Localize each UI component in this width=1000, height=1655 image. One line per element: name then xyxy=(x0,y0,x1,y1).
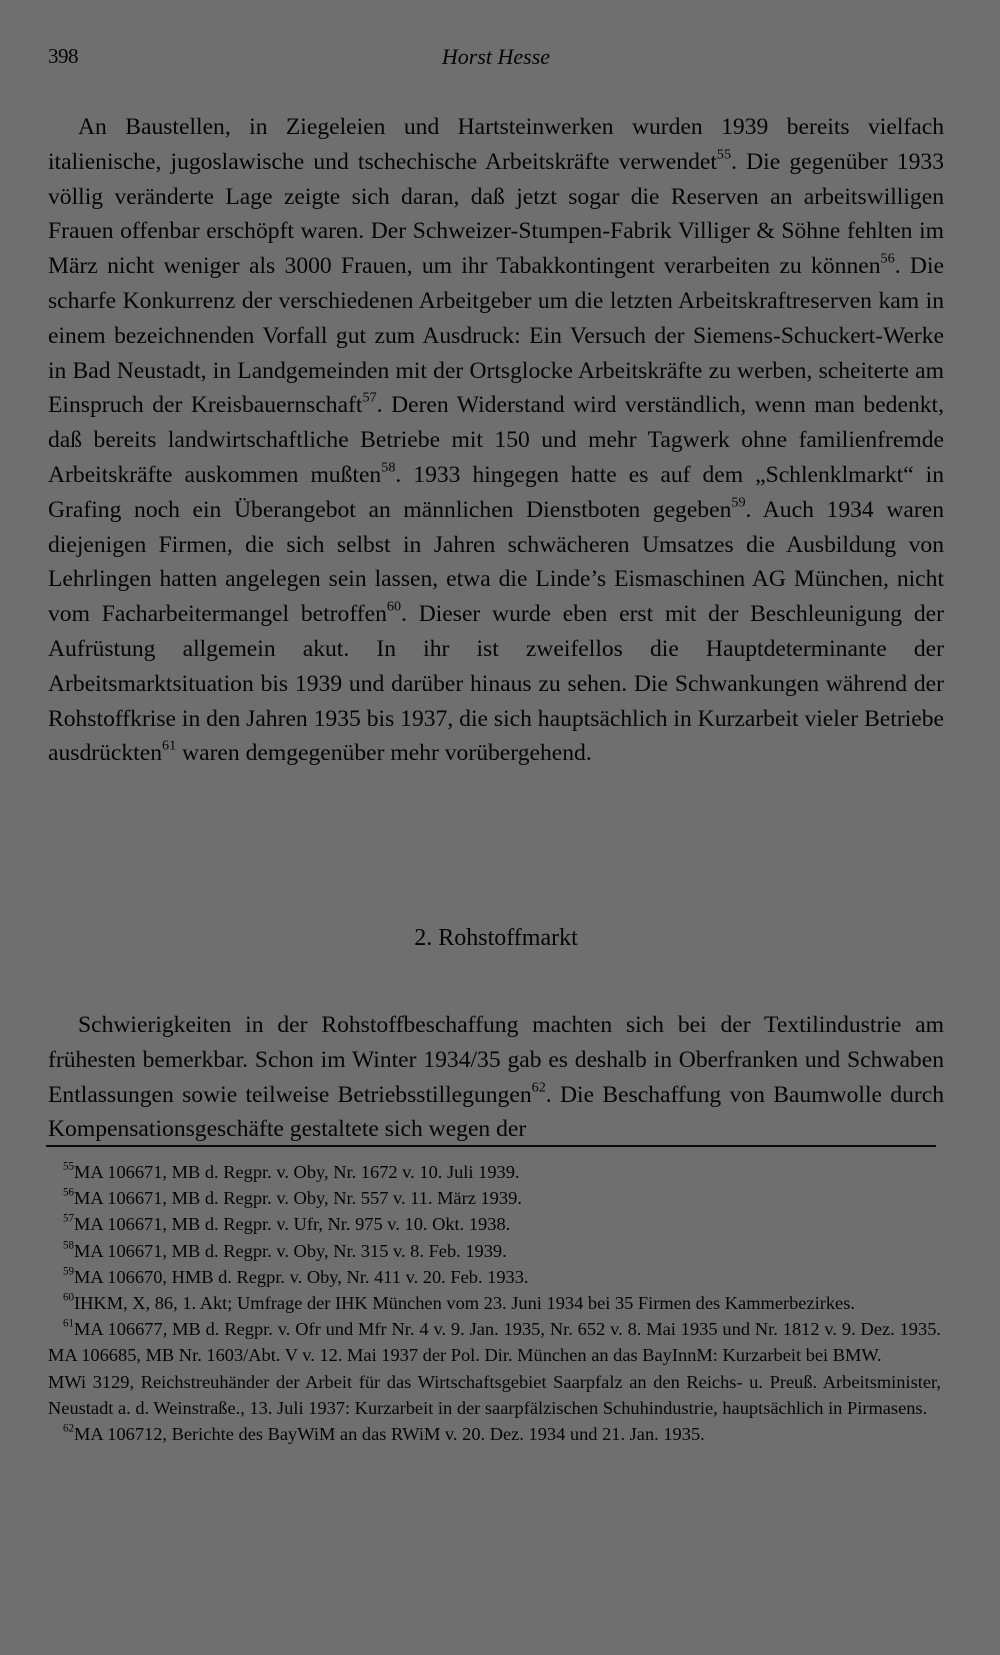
body-paragraph-1 xyxy=(48,110,944,771)
footnote xyxy=(48,1159,941,1185)
footnote-rule xyxy=(46,1145,936,1147)
text-run: . Die scharfe Konkurrenz der verschiedenen Arbeitgeber um die letzten Arbeitskraftreserven kam in einem bezeichnenden Vorfall gut zum Ausdruck: Ein Versuch der Siemens-Schuckert-Werke in Bad Neustadt, in Landgemeinden mit der Ortsglocke Arbeitskräfte zu werben, scheiterte am Einspruch der Kreisbauernschaft xyxy=(48,253,944,419)
text-run: . Die Beschaffung von Baumwolle durch Kompensationsgeschäfte gestaltete sich wegen der xyxy=(48,1081,945,1143)
footnotes xyxy=(48,1159,941,1447)
body-paragraph-2 xyxy=(48,1008,944,1147)
footnote-number: 59 xyxy=(63,1265,75,1278)
footnote xyxy=(48,1211,941,1237)
running-head: Horst Hesse xyxy=(441,44,551,69)
footnote-text: IHKM, X, 86, 1. Akt; Umfrage der IHK München vom 23. Juni 1934 bei 35 Firmen des Kammerbezirkes. xyxy=(74,1293,855,1314)
footnote xyxy=(48,1316,941,1368)
footnote-number: 55 xyxy=(63,1160,75,1173)
footnote-ref[interactable]: 59 xyxy=(731,494,746,511)
footnote-ref[interactable]: 61 xyxy=(162,737,177,754)
footnote-ref[interactable]: 55 xyxy=(716,146,732,163)
footnote-text: MA 106677, MB d. Regpr. v. Ofr und Mfr Nr. 4 v. 9. Jan. 1935, Nr. 652 v. 8. Mai 1935 und Nr. 1812 v. 9. Dez. 1935. MA 106685, MB Nr. 1603/Abt. V v. 12. Mai 1937 der Pol. Dir. München an das BayInnM: Kurzarbeit bei BMW. xyxy=(48,1319,941,1366)
footnote-number: 56 xyxy=(63,1186,75,1199)
footnote-text: MA 106671, MB d. Regpr. v. Oby, Nr. 315 v. 8. Feb. 1939. xyxy=(74,1240,507,1261)
text-run: waren demgegenüber mehr vorübergehend. xyxy=(176,740,592,767)
footnote-number: 57 xyxy=(63,1213,75,1226)
text-run: . Auch 1934 waren diejenigen Firmen, die sich selbst in Jahren schwächeren Umsatzes die Ausbildung von Lehrlingen hatten angelegen sein lassen, etwa die Linde’s Eismaschinen AG München, nicht vom Facharbeitermangel betroffen xyxy=(48,496,944,628)
footnote xyxy=(48,1421,941,1447)
footnote xyxy=(48,1238,941,1264)
page-number: 398 xyxy=(48,44,78,68)
footnote-ref[interactable]: 58 xyxy=(381,459,396,476)
footnote-text: MA 106671, MB d. Regpr. v. Oby, Nr. 1672 v. 10. Juli 1939. xyxy=(74,1162,520,1182)
text-run: Schwierigkeiten in der Rohstoffbeschaffung machten sich bei der Textilindustrie am frühesten bemerkbar. Schon im Winter 1934/35 gab es deshalb in Oberfranken und Schwaben Entlassungen sowie teilweise Betriebsstillegungen xyxy=(48,1012,944,1108)
footnote-ref[interactable]: 62 xyxy=(531,1078,546,1095)
footnote-number: 60 xyxy=(63,1291,75,1304)
text-run: . 1933 hingegen hatte es auf dem „Schlenklmarkt“ in Grafing noch ein Überangebot an männlichen Dienstboten gegeben xyxy=(48,461,944,523)
footnote-text: MA 106670, HMB d. Regpr. v. Oby, Nr. 411 v. 20. Feb. 1933. xyxy=(74,1266,529,1287)
page-header xyxy=(48,44,944,78)
footnote xyxy=(48,1369,941,1421)
section-heading: 2. Rohstoffmarkt xyxy=(414,925,578,951)
footnote-text: MA 106671, MB d. Regpr. v. Ufr, Nr. 975 v. 10. Okt. 1938. xyxy=(74,1214,511,1235)
text-run: . Dieser wurde eben erst mit der Beschleunigung der Aufrüstung allgemein akut. In ihr ist zweifellos die Hauptdeterminante der Arbeitsmarktsituation bis 1939 und darüber hinaus zu sehen. Die Schwankungen während der Rohstoffkrise in den Jahren 1935 bis 1937, die sich hauptsächlich in Kurzarbeit vieler Betriebe ausdrückten xyxy=(48,601,944,767)
footnote xyxy=(48,1264,941,1290)
footnote-ref[interactable]: 57 xyxy=(362,389,377,406)
footnote-ref[interactable]: 56 xyxy=(880,250,895,267)
footnote-number: 58 xyxy=(63,1239,75,1252)
footnote-text: MA 106671, MB d. Regpr. v. Oby, Nr. 557 v. 11. März 1939. xyxy=(74,1188,522,1209)
footnote xyxy=(48,1290,941,1316)
footnote-text: MA 106712, Berichte des BayWiM an das RWiM v. 20. Dez. 1934 und 21. Jan. 1935. xyxy=(74,1424,705,1445)
footnote xyxy=(48,1185,941,1211)
footnote-ref[interactable]: 60 xyxy=(386,598,402,615)
footnote-number: 62 xyxy=(63,1422,75,1435)
text-run: . Deren Widerstand wird verständlich, wenn man bedenkt, daß bereits landwirtschaftliche Betriebe mit 150 und mehr Tagwerk ohne familienfremde Arbeitskräfte auskommen mußten xyxy=(48,392,944,488)
footnote-text: MWi 3129, Reichstreuhänder der Arbeit für das Wirtschaftsgebiet Saarpfalz an den Reichs- u. Preuß. Arbeitsminister, Neustadt a. d. Weinstraße., 13. Juli 1937: Kurzarbeit in der saarpfälzischen Schuhindustrie, hauptsächlich in Pirmasens. xyxy=(48,1371,941,1418)
text-run: . Die gegenüber 1933 völlig veränderte Lage zeigte sich daran, daß jetzt sogar die Reserven an arbeitswilligen Frauen offenbar erschöpft waren. Der Schweizer-Stumpen-Fabrik Villiger & Söhne fehlten im März nicht weniger als 3000 Frauen, um ihr Tabakkontingent verarbeiten zu können xyxy=(48,148,944,280)
footnote-number: 61 xyxy=(63,1317,75,1330)
text-run: An Baustellen, in Ziegeleien und Hartsteinwerken wurden 1939 bereits vielfach italienische, jugoslawische und tschechische Arbeitskräfte verwendet xyxy=(48,114,944,175)
